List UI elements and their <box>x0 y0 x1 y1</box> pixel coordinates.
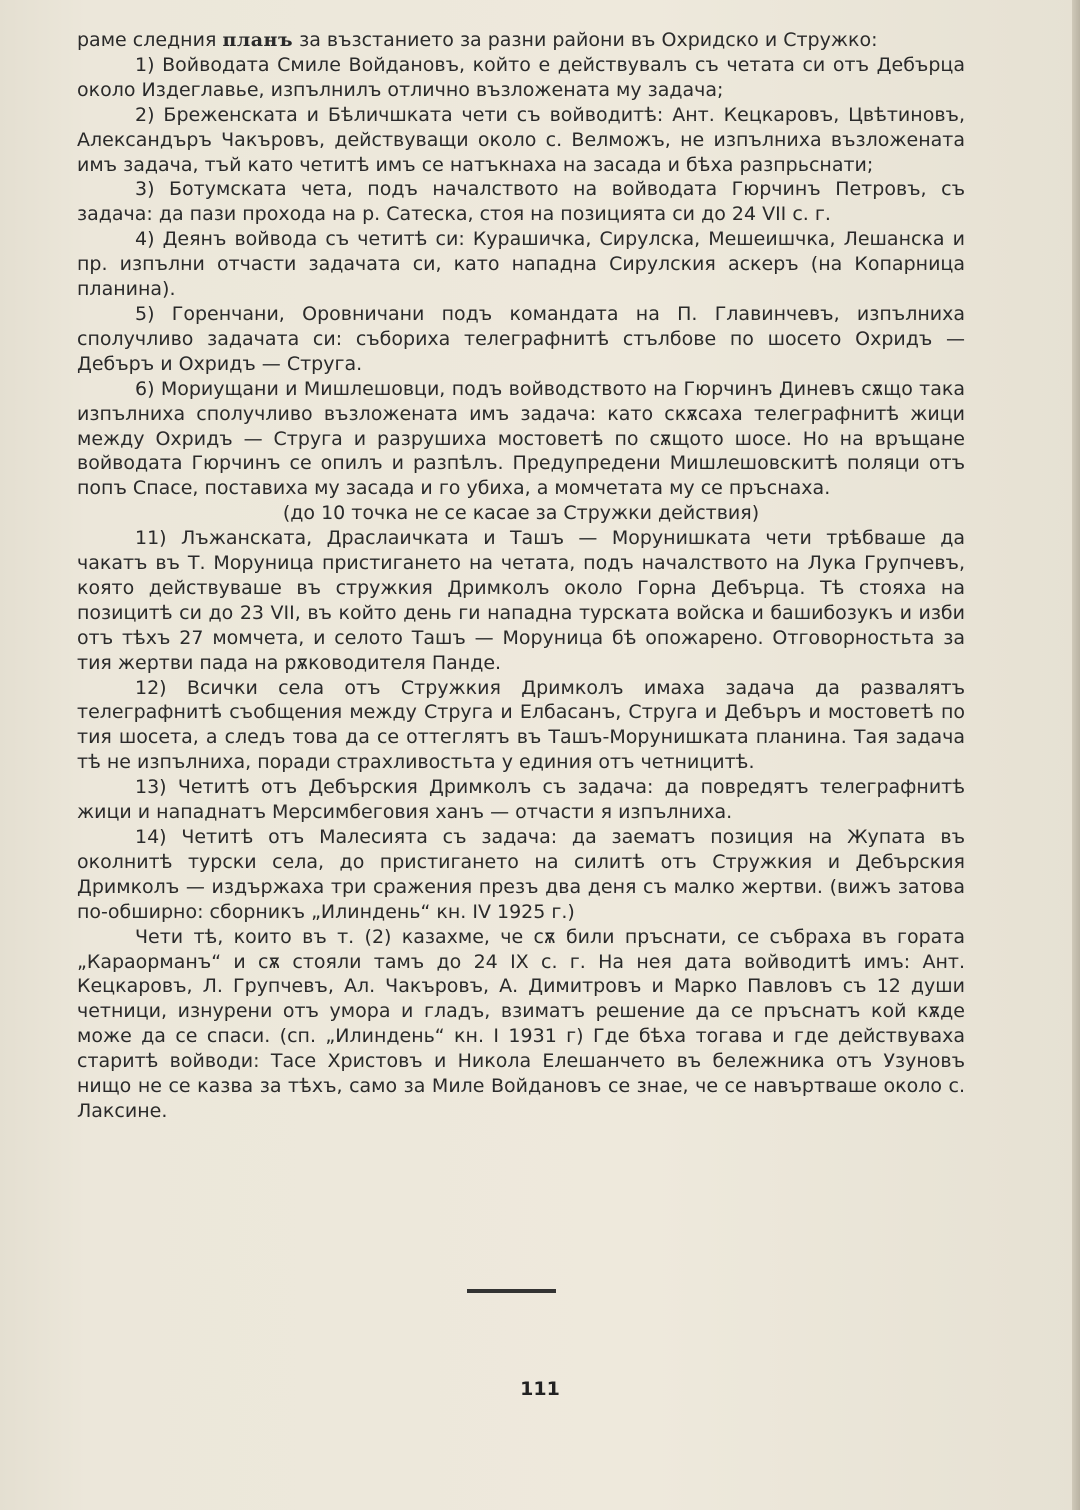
paragraph-2: 2) Бреженската и Бѣличшката чети съ войводитѣ: Ант. Кецкаровъ, Цвѣтиновъ, Александъръ Чакъровъ, действуващи около с. Велможъ, не изпълниха възложената имъ задача, тъй като четитѣ имъ се натъкнаха на засада и бѣха разпрьснати; <box>77 103 965 176</box>
paragraph-13: 13) Четитѣ отъ Дебърския Дримколъ съ задача: да повредятъ телеграфнитѣ жици и нападнатъ Мерсимбеговия ханъ — отчасти я изпълниха. <box>77 776 965 824</box>
intro-paragraph <box>77 28 965 53</box>
page-edge <box>1072 0 1080 1510</box>
intro-emphasis: планъ <box>222 29 294 51</box>
paragraph-3: 3) Ботумската чета, подъ началството на войводата Гюрчинъ Петровъ, съ задача: да пази прохода на р. Сатеска, стоя на позицията си до 24 VII с. г. <box>77 178 965 226</box>
paragraph-12: 12) Всички села отъ Стружкия Дримколъ имаха задача да развалятъ телеграфнитѣ съобщения между Струга и Елбасанъ, Струга и Дебъръ и мостоветѣ по тия шосета, а следъ това да се оттеглятъ въ Ташъ-Морунишката планина. Тая задача тѣ не изпълниха, поради страхливостьта у единия отъ четницитѣ. <box>77 676 965 774</box>
section-divider <box>467 1289 556 1293</box>
paragraph-closing: Чети тѣ, които въ т. (2) казахме, че сѫ били пръснати, се събраха въ гората „Караорманъ“ и сѫ стояли тамъ до 24 IX с. г. На нея дата войводитѣ имъ: Ант. Кецкаровъ, Л. Групчевъ, Ал. Чакъровъ, А. Димитровъ и Марко Павловъ съ 12 души четници, изнурени отъ умора и гладъ, взиматъ решение да се пръснатъ кой кѫде може да се спаси. (сп. „Илиндень“ кн. I 1931 г) Где бѣха тогава и где действуваха старитѣ войводи: Тасе Христовъ и Никола Елешанчето въ бележника отъ Узуновъ нищо не се казва за тѣхъ, само за Миле Войдановъ се знае, че се навъртваше около с. Лаксине. <box>77 925 965 1122</box>
paragraph-11: 11) Лъжанската, Драслаичката и Ташъ — Морунишката чети трѣбваше да чакатъ въ Т. Моруница пристигането на четата, подъ началството на Лука Групчевъ, която действуваше въ стружкия Дримколъ около Горна Дебърца. Тѣ стояха на позицитѣ си до 23 VII, въ който день ги нападна турската войска и башибозукъ и изби отъ тѣхъ 27 момчета, и селото Ташъ — Моруница бѣ опожарено. Отговорностьта за тия жертви пада на рѫководителя Панде. <box>77 527 965 674</box>
intro-before: раме следния <box>77 29 223 51</box>
note-line: (до 10 точка не се касае за Стружки действия) <box>282 502 760 525</box>
paragraph-14: 14) Четитѣ отъ Малесията съ задача: да заематъ позиция на Жупата въ околнитѣ турски села, до пристигането на силитѣ отъ Стружкия и Дебърския Дримколъ — издържаха три сражения презъ два деня съ малко жертви. (вижъ затова по-обширно: сборникъ „Илиндень“ кн. IV 1925 г.) <box>77 826 965 923</box>
paragraph-5: 5) Горенчани, Оровничани подъ командата на П. Главинчевъ, изпълниха сполучливо задачата си: събориха телеграфнитѣ стълбове по шосето Охридъ — Дебъръ и Охридъ — Струга. <box>77 302 965 375</box>
body-text <box>77 28 965 1124</box>
page-number: 111 <box>520 1378 560 1400</box>
paragraph-1: 1) Войводата Смиле Войдановъ, който е действувалъ съ четата си отъ Дебърца около Издеглавье, изпълнилъ отлично възложената му задача; <box>77 53 965 101</box>
intro-after: за възстанието за разни райони въ Охридско и Стружко: <box>293 29 878 51</box>
paragraph-6: 6) Мориущани и Мишлешовци, подъ войводството на Гюрчинъ Диневъ сѫщо така изпълниха сполучливо възложената имъ задача: като скѫсаха телеграфнитѣ жици между Охридъ — Струга и разрушиха мостоветѣ по сѫщото шосе. Но на връщане войводата Гюрчинъ се опилъ и разпѣлъ. Предупредени Мишлешовскитѣ поляци отъ попъ Спасе, поставиха му засада и го убиха, а момчетата му се пръснаха. <box>77 377 965 500</box>
paragraph-4: 4) Деянъ войвода съ четитѣ си: Курашичка, Сирулска, Мешеишчка, Лешанска и пр. изпълни отчасти задачата си, като нападна Сирулския аскеръ (на Копарница планина). <box>77 228 965 301</box>
